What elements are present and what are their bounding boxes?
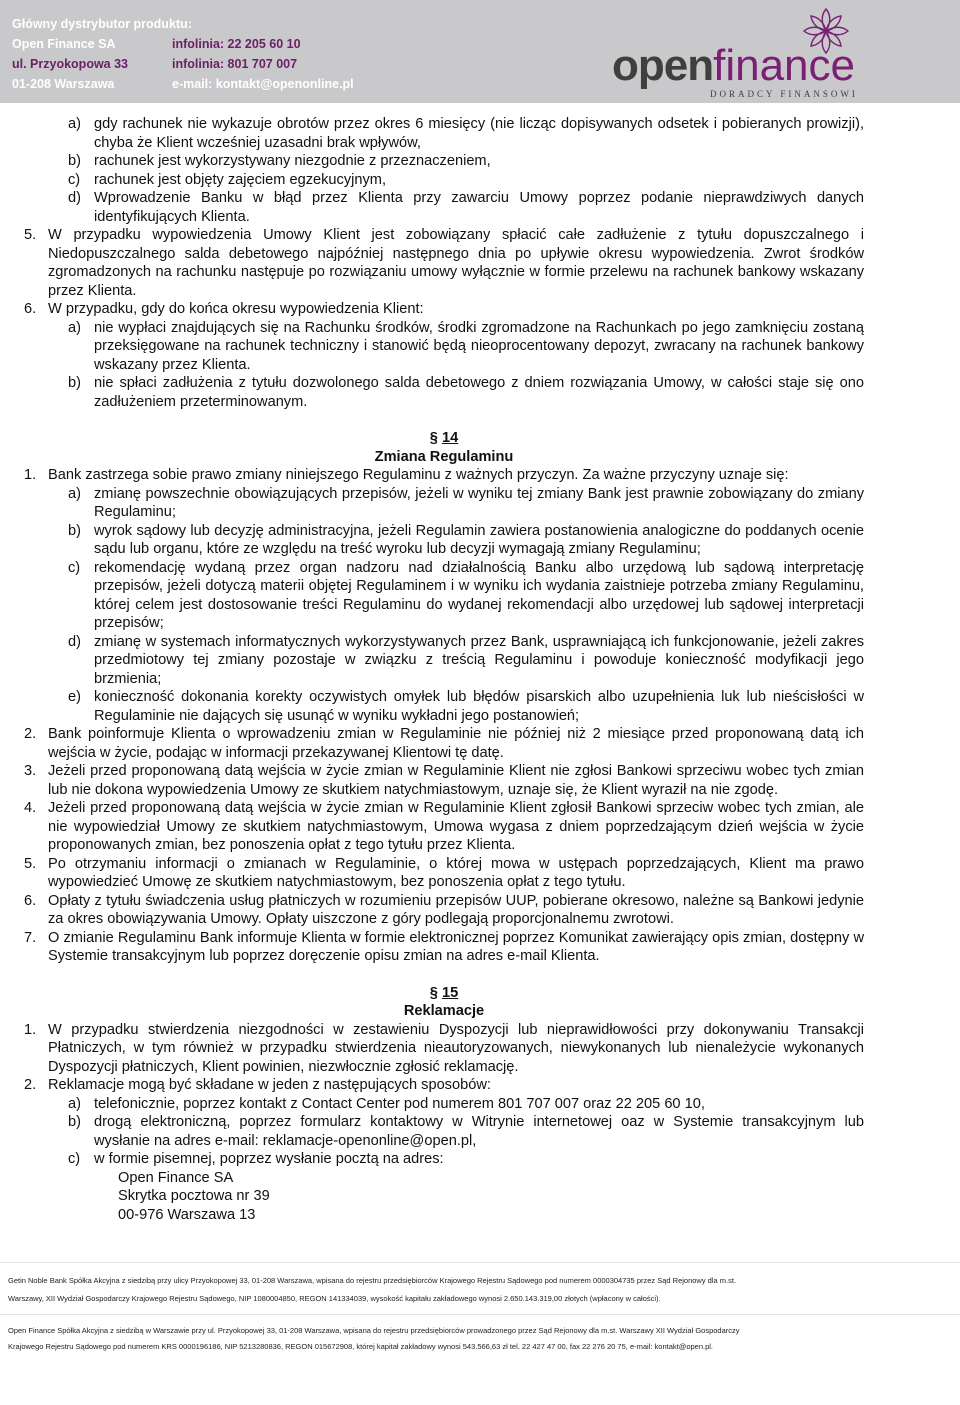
section-number: 14 (441, 430, 459, 446)
address-line: Skrytka pocztowa nr 39 (118, 1188, 270, 1204)
paragraph (24, 1021, 864, 1077)
paragraph-text: Bank poinformuje Klienta o wprowadzeniu zmian w Regulaminie nie później niż 2 miesiące przed proponowaną datą ich wejścia w życie, podając w informacji przekazywanej Klientowi tę datę. (48, 726, 864, 761)
item-text: drogą elektroniczną, poprzez formularz kontaktowy w Witrynie internetowej oaz w Systemie transakcyjnym lub wysłanie na adres e-mail: reklamacje-openonline@open.pl, (94, 1114, 864, 1149)
item-marker: a) (68, 485, 81, 502)
paragraph-text: O zmianie Regulaminu Bank informuje Klienta w formie elektronicznej poprzez Komunikat zawierający opis zmian, dostępny w Systemie transakcyjnym lub poprzez doręczenie opisu zmian na adres e-mail Klienta. (48, 929, 864, 964)
item-text: telefonicznie, poprzez kontakt z Contact Center pod numerem 801 707 007 oraz 22 205 60 10, (94, 1095, 705, 1112)
section-number: 15 (441, 984, 459, 1001)
section-heading (24, 984, 864, 1021)
footer-divider (0, 1262, 960, 1263)
section-heading (24, 429, 864, 466)
paragraph (24, 892, 864, 929)
item-marker: d) (68, 190, 81, 206)
paragraph (24, 762, 864, 799)
item-text: rachunek jest objęty zajęciem egzekucyjnym, (94, 171, 387, 188)
item-text: Wprowadzenie Banku w błąd przez Klienta przy zawarciu Umowy poprzez podanie nieprawdziwych danych identyfikujących Klienta. (94, 190, 864, 225)
item-text: nie wypłaci znajdujących się na Rachunku środków, środki zgromadzone na Rachunkach po jego zamknięciu zostaną przeksięgowane na rachunek techniczny i stanowić będą nieoprocentowany depozyt, zwracany na rachunek bankowy wskazany przez Klienta. (94, 319, 864, 373)
paragraph-text: W przypadku, gdy do końca okresu wypowiedzenia Klient: (48, 301, 424, 317)
footer-bank-line-1: Getin Noble Bank Spółka Akcyjna z siedzibą przy ulicy Przyokopowej 33, 01-208 Warszawa, wpisana do rejestru przedsiębiorców Krajowego Rejestru Sądowego pod numerem 0000304735 przez Sąd Rejonowy dla m.st. (8, 1276, 737, 1285)
paragraph-number: 1. (24, 467, 37, 483)
item-marker: a) (68, 319, 81, 336)
paragraph-text: Reklamacje mogą być składane w jeden z następujących sposobów: (48, 1077, 491, 1093)
paragraph-text: W przypadku wypowiedzenia Umowy Klient jest zobowiązany spłacić całe zadłużenie z tytułu dopuszczalnego i Niedopuszczalnego salda debetowego najpóźniej następnego dnia po upływie okresu wypowiedzenia. Zwrot środków zgromadzonych na rachunku następuje po rozwiązaniu umowy wyłącznie w formie przelewu na rachunek bankowy wskazany przez Klienta. (48, 227, 864, 299)
page-header (0, 0, 960, 105)
item-marker: e) (68, 689, 81, 705)
list-item (24, 319, 864, 375)
list-item (24, 559, 864, 633)
distributor-name: Open Finance SA (12, 37, 116, 51)
item-text: rekomendację wydaną przez organ nadzoru nad działalnością Banku albo urzędową lub sądową interpretację przepisów, jeżeli dotyczą materii objętej Regulaminem i w wyniku ich wydania zaistnieje potrzeba zmiany Regulaminu, której celem jest dostosowanie treści Regulaminu do wydanej rekomendacji albo urzędowej lub sądowej interpretacji przepisów; (94, 559, 864, 631)
paragraph-number: 4. (24, 800, 37, 816)
item-text: gdy rachunek nie wykazuje obrotów przez okres 6 miesięcy (nie licząc dopisywanych odsetek i pobieranych prowizji), chyba że Klient wcześniej uzasadni brak wpływów, (94, 116, 864, 151)
item-text: wyrok sądowy lub decyzję administracyjna, jeżeli Regulamin zawiera postanowienia analogiczne do poddanych ocenie sądu lub organu, które ze względu na treść wyroku lub decyzji wymagają zmiany Regulaminu; (94, 522, 864, 557)
paragraph-text: Jeżeli przed proponowaną datą wejścia w życie zmian w Regulaminie Klient zgłosił Bankowi sprzeciw wobec tych zmian, ale nie wypowiedział Umowy ze skutkiem natychmiastowym, Umowa wygasa z dniem poprzedzającym dzień wejścia w życie proponowanych zmian, bez ponoszenia opłat z tego tytułu przez Klienta. (48, 800, 864, 853)
list-item (24, 485, 864, 522)
item-marker: b) (68, 522, 81, 539)
paragraph (24, 929, 864, 966)
paragraph (24, 855, 864, 892)
footer-company-line-1: Open Finance Spółka Akcyjna z siedzibą w Warszawie przy ul. Przyokopowej 33, 01-208 Warszawa, wpisana do rejestru przedsiębiorców prowadzonego przez Sąd Rejonowy dla m.st. Warszawy XII Wydział Gospodarczy (8, 1326, 740, 1335)
list-item (24, 1113, 864, 1150)
list-item (24, 171, 864, 190)
item-text: rachunek jest wykorzystywany niezgodnie z przeznaczeniem, (94, 153, 491, 169)
footer-bank-line-2: Warszawy, XII Wydział Gospodarczy Krajowego Rejestru Sądowego, NIP 1080004850, REGON 141334039, wysokość kapitału zakładowego wynosi 2.650.143.319,00 złotych (wpłacony w całości). (8, 1294, 661, 1303)
item-marker: b) (68, 375, 81, 391)
paragraph (24, 466, 864, 485)
paragraph-text: Jeżeli przed proponowaną datą wejścia w życie zmian w Regulaminie Klient nie zgłosi Bankowi sprzeciwu wobec tych zmian lub nie dokona wypowiedzenia Umowy ze skutkiem natychmiastowym, uznaje się, że Klient wyraził na nie zgodę. (48, 763, 864, 798)
document-body (24, 115, 864, 1224)
list-item (24, 115, 864, 152)
hotline-1: infolinia: 22 205 60 10 (172, 37, 301, 51)
address-line: Open Finance SA (118, 1169, 234, 1186)
item-marker: a) (68, 1095, 81, 1112)
item-marker: b) (68, 153, 81, 169)
item-text: nie spłaci zadłużenia z tytułu dozwolonego salda debetowego z dniem rozwiązania Umowy, w całości staje się ono zadłużeniem przeterminowanym. (94, 375, 864, 410)
logo-open: open (612, 41, 714, 90)
list-item (24, 374, 864, 411)
paragraph-number: 7. (24, 929, 37, 946)
paragraph-number: 1. (24, 1021, 37, 1038)
postal-address (24, 1169, 864, 1225)
item-marker: c) (68, 559, 81, 576)
item-text: zmianę w systemach informatycznych wykorzystywanych przez Bank, usprawniającą ich funkcjonowanie, jeżeli zakres przedmiotowy tej zmiany pozostaje w związku z treścią Regulaminu i powoduje konieczność modyfikacji jego brzmienia; (94, 633, 864, 687)
distributor-street: ul. Przyokopowa 33 (12, 57, 129, 71)
paragraph-number: 6. (24, 301, 37, 317)
item-marker: b) (68, 1114, 81, 1130)
item-text: zmianę powszechnie obowiązujących przepisów, jeżeli w wyniku tej zmiany Bank jest prawnie zobowiązany do zmiany Regulaminu; (94, 485, 864, 520)
paragraph-text: Po otrzymaniu informacji o zmianach w Regulaminie, o której mowa w ustępach poprzedzających, Klient ma prawo wypowiedzieć Umowę ze skutkiem natychmiastowym, bez ponoszenia opłat z tego tytułu. (48, 855, 864, 890)
paragraph-number: 2. (24, 1077, 37, 1093)
open-finance-logo (612, 6, 870, 102)
distributor-city: 01-208 Warszawa (12, 77, 115, 91)
paragraph-number: 3. (24, 763, 37, 779)
address-line: 00-976 Warszawa 13 (118, 1206, 256, 1223)
paragraph (24, 300, 864, 319)
item-marker: d) (68, 633, 81, 650)
list-item (24, 688, 864, 725)
section-title: Zmiana Regulaminu (374, 448, 514, 465)
section-title: Reklamacje (403, 1003, 485, 1019)
logo-tagline: DORADCY FINANSOWI (710, 89, 858, 99)
item-text: w formie pisemnej, poprzez wysłanie pocztą na adres: (94, 1151, 444, 1167)
section-sign: § (429, 430, 442, 446)
paragraph-number: 2. (24, 726, 37, 742)
item-marker: c) (68, 171, 81, 188)
footer-divider (0, 1314, 960, 1315)
distributor-info (12, 14, 612, 94)
item-marker: a) (68, 116, 81, 132)
item-text: konieczność dokonania korekty oczywistych omyłek lub błędów pisarskich albo uzupełnienia luk lub nieścisłości w Regulaminie nie dających się usunąć w wyniku wykładni jego postanowień; (94, 689, 864, 724)
logo-finance: finance (713, 41, 855, 90)
distributor-title: Główny dystrybutor produktu: (12, 17, 192, 31)
section-sign: § (429, 984, 442, 1001)
list-item (24, 1150, 864, 1169)
paragraph (24, 1076, 864, 1095)
paragraph-number: 5. (24, 855, 37, 872)
list-item (24, 152, 864, 171)
contact-email: e-mail: kontakt@openonline.pl (172, 77, 354, 91)
paragraph-number: 6. (24, 892, 37, 909)
list-item (24, 189, 864, 226)
footer-company-line-2: Krajowego Rejestru Sądowego pod numerem KRS 0000196186, NIP 5213280836, REGON 015672908, której kapitał zakładowy wynosi 543.566,63 zł tel. 22 427 47 00, fax 22 276 20 75, e-mail: kontakt@open.pl. (8, 1342, 714, 1351)
list-item (24, 522, 864, 559)
paragraph (24, 799, 864, 855)
paragraph-number: 5. (24, 227, 37, 243)
paragraph (24, 725, 864, 762)
list-item (24, 633, 864, 689)
list-item (24, 1095, 864, 1114)
paragraph (24, 226, 864, 300)
paragraph-text: W przypadku stwierdzenia niezgodności w zestawieniu Dyspozycji lub nieprawidłowości przy dokonywaniu Transakcji Płatniczych, w tym również w przypadku stwierdzenia nieautoryzowanych, niewykonanych lub nienależycie wykonanych Dyspozycji płatniczych, Klient powinien, niezwłocznie zgłosić reklamację. (48, 1021, 864, 1075)
paragraph-text: Opłaty z tytułu świadczenia usług płatniczych w rozumieniu przepisów UUP, pobierane okresowo, należne są Bankowi jedynie za okres obowiązywania Umowy. Opłaty uiszczone z góry podlegają proporcjonalnemu zwrotowi. (48, 892, 864, 927)
item-marker: c) (68, 1151, 81, 1167)
paragraph-text: Bank zastrzega sobie prawo zmiany niniejszego Regulaminu z ważnych przyczyn. Za ważne przyczyny uznaje się: (48, 467, 789, 483)
hotline-2: infolinia: 801 707 007 (172, 57, 298, 71)
logo-wordmark (612, 41, 855, 91)
